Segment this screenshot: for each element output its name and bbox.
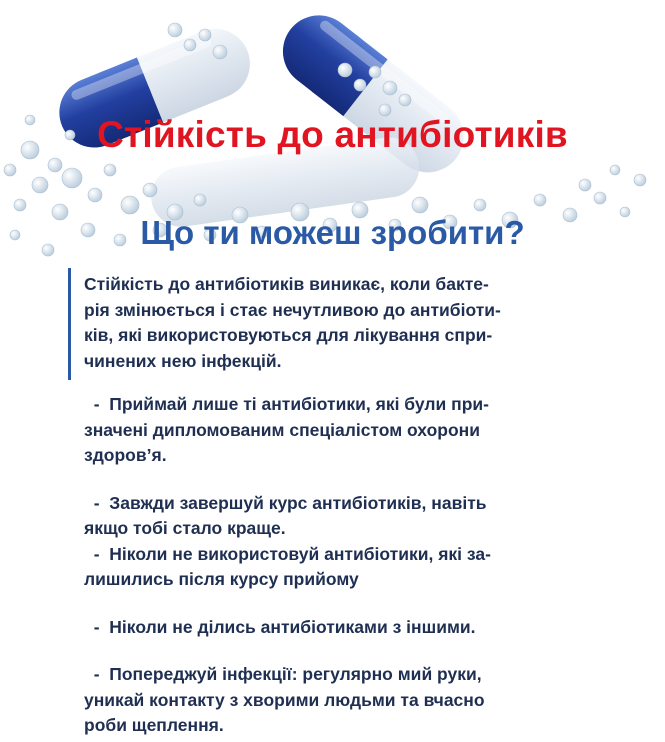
tip-line: - Ніколи не ділись антибіотиками з іншими. (84, 616, 476, 637)
bead (88, 188, 102, 202)
bead (412, 197, 428, 213)
bead (104, 164, 116, 176)
bead (32, 177, 48, 193)
tip-line: значені дипломованим спеціалістом охорони (84, 419, 480, 440)
tip-spacer (84, 469, 614, 491)
tip-line: здоров’я. (84, 445, 167, 465)
tip-item (84, 392, 614, 469)
tip-line: роби щеплення. (84, 715, 224, 735)
intro-line: Стійкість до антибіотиків виникає, коли бакте- (84, 274, 489, 294)
bead (168, 23, 182, 37)
bead (48, 158, 62, 172)
tip-spacer (84, 593, 614, 615)
bead (369, 66, 381, 78)
tip-line: - Ніколи не використовуй антибіотики, які за- (84, 543, 491, 564)
tip-line: лишились після курсу прийому (84, 569, 359, 589)
tip-line: - Завжди завершуй курс антибіотиків, навіть (84, 492, 487, 513)
bead (610, 165, 620, 175)
tip-line: - Попереджуй інфекції: регулярно мий руки, (84, 664, 482, 684)
tip-line: уникай контакту з хворими людьми та вчасно (84, 689, 485, 710)
bead (213, 45, 227, 59)
bead (143, 183, 157, 197)
tip-item (84, 662, 614, 739)
tip-item (84, 542, 614, 593)
tip-line: - Приймай лише ті антибіотики, які були при- (84, 394, 489, 414)
page-title: Стійкість до антибіотиків (97, 114, 568, 155)
bead (474, 199, 486, 211)
intro-accent-bar (68, 268, 71, 380)
bead (594, 192, 606, 204)
tip-item (84, 491, 614, 542)
intro-paragraph (84, 272, 624, 374)
bead (383, 81, 397, 95)
bead (579, 179, 591, 191)
tip-item (84, 615, 614, 641)
bead (534, 194, 546, 206)
bead (4, 164, 16, 176)
bead (354, 79, 366, 91)
bead (184, 39, 196, 51)
intro-line: чинених нею інфекцій. (84, 350, 282, 371)
tip-line: якщо тобі стало краще. (84, 518, 286, 538)
bead (634, 174, 646, 186)
bead (121, 196, 139, 214)
page-subtitle: Що ти можеш зробити? (140, 214, 525, 251)
bead (14, 199, 26, 211)
intro-line: рія змінюється і стає нечутливою до антибіоти- (84, 299, 501, 320)
bead (399, 94, 411, 106)
tip-spacer (84, 640, 614, 662)
intro-line: ків, які використовуються для лікування спри- (84, 325, 493, 345)
bead (194, 194, 206, 206)
bead (62, 168, 82, 188)
bead (338, 63, 352, 77)
tips-list (84, 392, 614, 739)
bead (199, 29, 211, 41)
